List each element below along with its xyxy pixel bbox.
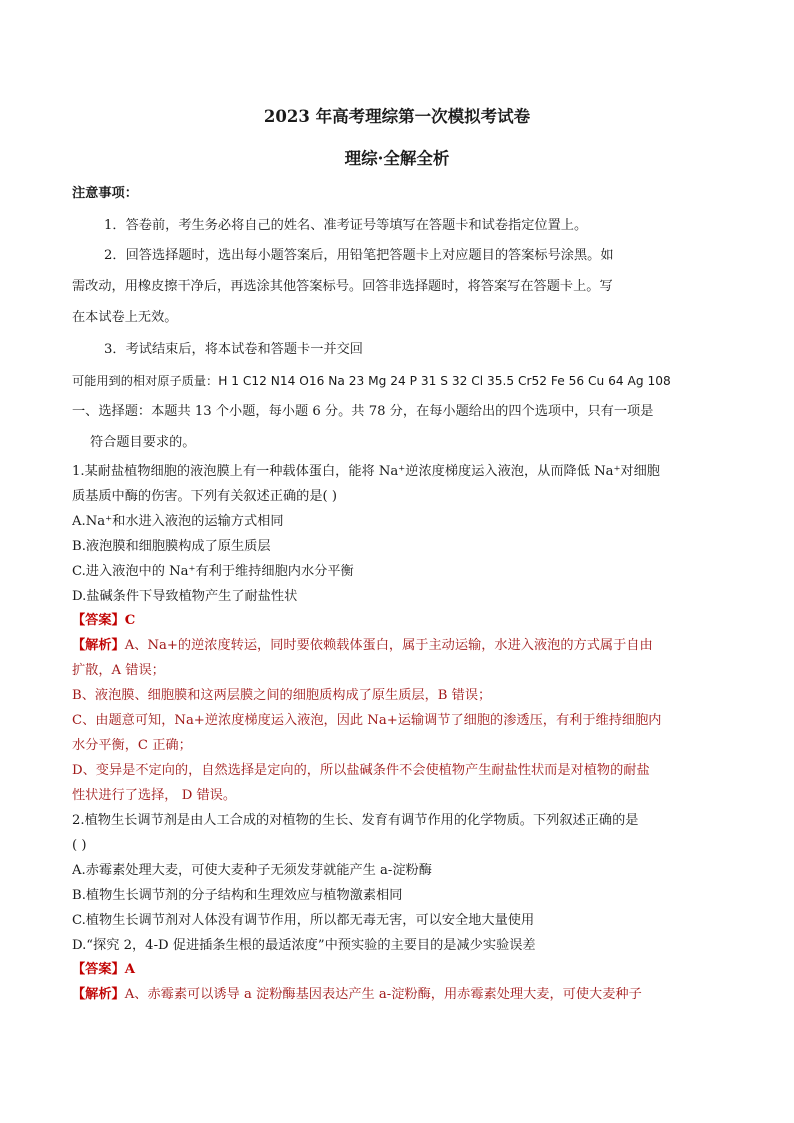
q1-answer-value: C: [124, 613, 136, 628]
q2-option-c: C.植物生长调节剂对人体没有调节作用，所以都无毒无害，可以安全地大量使用: [72, 913, 535, 928]
notice-item-2-line-2: 需改动，用橡皮擦干净后，再选涂其他答案标号。回答非选择题时，将答案写在答题卡上。写: [72, 279, 613, 294]
q2-stem-line-1: 2.植物生长调节剂是由人工合成的对植物的生长、发育有调节作用的化学物质。下列叙述正确的是: [72, 813, 639, 828]
q1-analysis-a-text: A、Na+的逆浓度转运，同时要依赖载体蛋白，属于主动运输，水进入液泡的方式属于自由: [124, 638, 653, 653]
notice-item-2-line-1: 2．回答选择题时，选出每小题答案后，用铅笔把答题卡上对应题目的答案标号涂黑。如: [104, 248, 614, 263]
q2-answer-value: A: [124, 962, 135, 977]
q1-analysis-d-line-2: 性状进行了选择， D 错误。: [72, 788, 237, 803]
document-title: 2023 年高考理综第一次模拟考试卷: [263, 107, 531, 126]
notice-item-1: 1．答卷前，考生务必将自己的姓名、准考证号等填写在答题卡和试卷指定位置上。: [104, 218, 588, 233]
q1-option-c: C.进入液泡中的 Na⁺有利于维持细胞内水分平衡: [72, 564, 354, 579]
atomic-mass-line: 可能用到的相对原子质量：H 1 C12 N14 O16 Na 23 Mg 24 P 31 S 32 Cl 35.5 Cr52 Fe 56 Cu 64 Ag 108: [72, 374, 671, 388]
notice-item-3: 3．考试结束后，将本试卷和答题卡一并交回: [104, 342, 363, 357]
answer-tag: 【答案】: [72, 613, 125, 628]
q2-analysis-line-1: [72, 985, 678, 1005]
q1-analysis-c-line-2: 水分平衡，C 正确；: [72, 738, 192, 753]
q1-option-d: D.盐碱条件下导致植物产生了耐盐性状: [72, 589, 298, 604]
analysis-tag: 【解析】: [72, 638, 125, 653]
q1-option-b: B.液泡膜和细胞膜构成了原生质层: [72, 539, 271, 554]
analysis-tag: 【解析】: [72, 987, 125, 1002]
notice-item-2-line-3: 在本试卷上无效。: [72, 310, 178, 325]
q2-option-b: B.植物生长调节剂的分子结构和生理效应与植物激素相同: [72, 888, 403, 903]
q1-analysis-line-1: [72, 636, 678, 656]
q2-option-a: A.赤霉素处理大麦，可使大麦种子无须发芽就能产生 a-淀粉酶: [72, 863, 432, 878]
notice-heading: 注意事项：: [72, 186, 138, 201]
document-subtitle: 理综·全解全析: [344, 149, 450, 168]
q1-stem-line-1: 1.某耐盐植物细胞的液泡膜上有一种载体蛋白，能将 Na⁺逆浓度梯度运入液泡，从而降低 Na⁺对细胞: [72, 464, 660, 479]
q1-stem-line-2: 质基质中酶的伤害。下列有关叙述正确的是( ): [72, 489, 338, 504]
section-heading-line-1: 一、选择题：本题共 13 个小题，每小题 6 分。共 78 分，在每小题给出的四个选项中，只有一项是: [72, 404, 654, 419]
q2-analysis-a-text: A、赤霉素可以诱导 a 淀粉酶基因表达产生 a-淀粉酶，用赤霉素处理大麦，可使大麦种子: [124, 987, 642, 1002]
q2-option-d: D.“探究 2，4-D 促进插条生根的最适浓度”中预实验的主要目的是减少实验误差: [72, 938, 536, 953]
q1-answer-line: [72, 611, 678, 631]
q1-analysis-c-line-1: C、由题意可知，Na+逆浓度梯度运入液泡，因此 Na+运输调节了细胞的渗透压，有利于维持细胞内: [72, 713, 662, 728]
q1-analysis-b: B、液泡膜、细胞膜和这两层膜之间的细胞质构成了原生质层，B 错误；: [72, 688, 492, 703]
q2-stem-line-2: ( ): [72, 838, 87, 853]
q1-analysis-d-line-1: D、变异是不定向的，自然选择是定向的，所以盐碱条件不会使植物产生耐盐性状而是对植物的耐盐: [72, 763, 650, 778]
q1-option-a: A.Na⁺和水进入液泡的运输方式相同: [72, 514, 284, 529]
section-heading-line-2: 符合题目要求的。: [90, 435, 196, 450]
q2-answer-line: [72, 960, 678, 980]
answer-tag: 【答案】: [72, 962, 125, 977]
q1-analysis-line-2: 扩散，A 错误；: [72, 663, 165, 678]
